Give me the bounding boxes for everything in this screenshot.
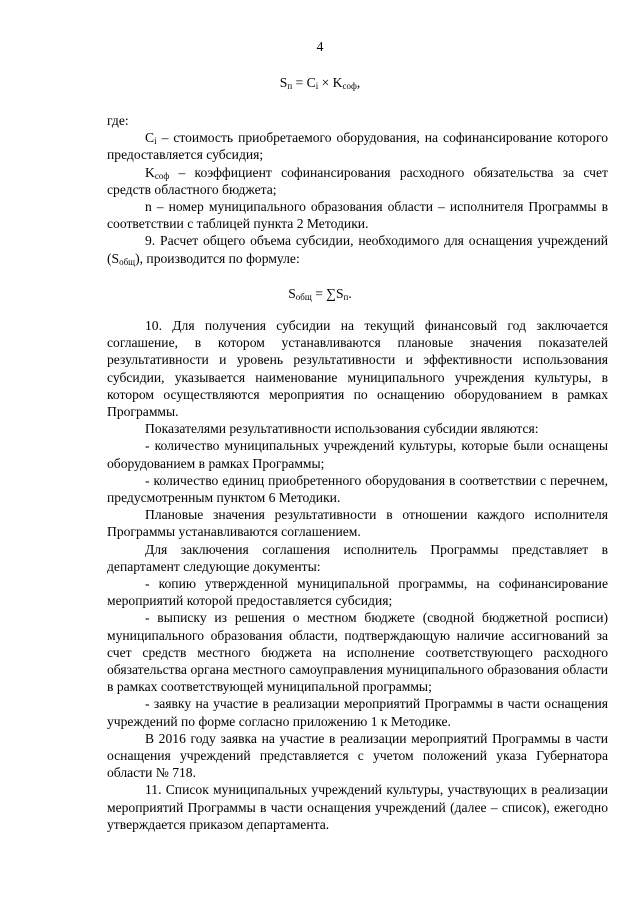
symbol-subscript: соф: [154, 170, 170, 181]
where-label: где:: [107, 113, 129, 128]
formula-term: = ∑S: [311, 286, 344, 301]
formula-term: .: [348, 286, 352, 301]
list-item: - выписку из решения о местном бюджете (сводной бюджетной росписи) муниципального образования области, подтверждающую наличие ассигнований за счет средств местного бюджета на исполнение соответствующего расходного обязательства органа местного самоуправления муниципального образования области в рамках соответствующей муниципальной программы;: [107, 610, 608, 695]
item-text: 9. Расчет общего объема субсидии, необходимого для оснащения учреждений (S: [107, 233, 608, 266]
paragraph-item-10: 10. Для получения субсидии на текущий финансовый год заключается соглашение, в котором устанавливаются плановые значения показателей результативности и уровень результативности и эффективности использования субсидии, указывается наименование муниципального учреждения культуры, в котором осуществляются мероприятия по оснащению оборудованием в рамках Программы.: [107, 318, 608, 420]
definition-kcof: [107, 164, 608, 198]
formula-subscript: общ: [295, 292, 312, 302]
formula-term: = C: [292, 75, 316, 90]
formula-term: S: [288, 286, 296, 301]
definition-ci: [107, 129, 608, 163]
formula-subscript: п: [343, 292, 349, 302]
definition-n: n – номер муниципального образования области – исполнителя Программы в соответствии с таблицей пункта 2 Методики.: [107, 199, 608, 232]
list-item: - копию утвержденной муниципальной программы, на софинансирование мероприятий которой предоставляется субсидия;: [107, 576, 608, 609]
definitions-block: [107, 112, 608, 267]
formula-subsidy-per-municipality: [0, 74, 640, 91]
definition-text: – стоимость приобретаемого оборудования, на софинансирование которого предоставляется субсидия;: [107, 130, 608, 163]
paragraph: Для заключения соглашения исполнитель Программы представляет в департамент следующие документы:: [107, 541, 608, 574]
paragraph: Плановые значения результативности в отношении каждого исполнителя Программы устанавливаются соглашением.: [107, 507, 608, 540]
page-number: 4: [316, 39, 324, 54]
body-text-block: [107, 317, 608, 833]
symbol-subscript: общ: [119, 256, 136, 267]
formula-subscript: i: [315, 81, 319, 91]
list-item: - заявку на участие в реализации мероприятий Программы в части оснащения учреждений по форме согласно приложению 1 к Методике.: [107, 696, 608, 729]
item-text: ), производится по формуле:: [135, 250, 300, 266]
formula-subscript: п: [287, 81, 293, 91]
symbol: C: [145, 130, 155, 146]
item-9: [107, 232, 608, 266]
list-item: - количество муниципальных учреждений культуры, которые были оснащены оборудованием в рамках Программы;: [107, 438, 608, 471]
paragraph: Показателями результативности использования субсидии являются:: [145, 421, 539, 437]
symbol: K: [145, 164, 155, 180]
formula-term: ,: [356, 75, 361, 90]
definition-text: – коэффициент софинансирования расходного обязательства за счет средств областного бюджета;: [107, 164, 608, 197]
formula-subscript: соф: [342, 81, 357, 91]
formula-total-subsidy: [0, 285, 640, 302]
formula-term: S: [279, 75, 288, 90]
list-item: - количество единиц приобретенного оборудования в соответствии с перечнем, предусмотренным пунктом 6 Методики.: [107, 472, 608, 506]
paragraph-item-11: 11. Список муниципальных учреждений культуры, участвующих в реализации мероприятий Программы в части оснащения учреждений (далее – список), ежегодно утверждается приказом департамента.: [107, 782, 608, 832]
paragraph: В 2016 году заявка на участие в реализации мероприятий Программы в части оснащения учреждений представляется с учетом положений указа Губернатора области № 718.: [107, 730, 608, 781]
symbol-subscript: i: [154, 136, 157, 147]
formula-term: × K: [318, 75, 343, 90]
